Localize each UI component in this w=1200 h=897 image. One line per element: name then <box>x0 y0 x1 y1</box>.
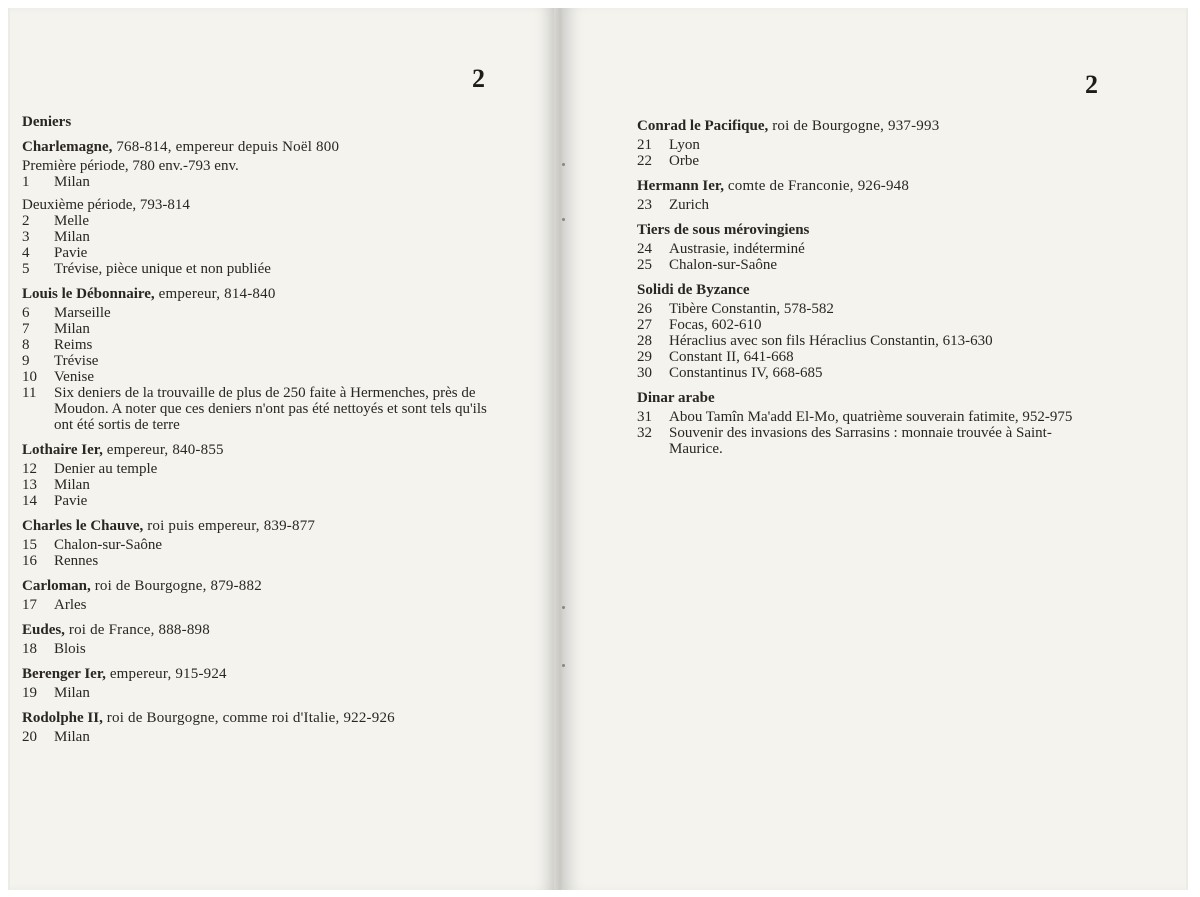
item-number: 20 <box>22 729 37 745</box>
ruler-details: roi de Bourgogne, 879-882 <box>90 578 262 594</box>
right-page-number: 2 <box>1085 70 1098 99</box>
item-number: 16 <box>22 553 37 569</box>
period-label: Deuxième période, 793-814 <box>22 197 190 213</box>
catalog-item <box>637 197 1103 213</box>
ruler-name: Rodolphe II, <box>22 710 103 726</box>
ruler-name: Dinar arabe <box>637 390 715 406</box>
item-description: Pavie <box>54 493 88 509</box>
item-number: 9 <box>22 353 30 369</box>
group-title <box>637 282 1103 298</box>
catalog-item <box>22 229 490 245</box>
ruler-details: empereur, 840-855 <box>102 442 224 458</box>
ruler-name: Louis le Débonnaire, <box>22 286 155 302</box>
catalog-group <box>637 282 1103 381</box>
item-number: 13 <box>22 477 37 493</box>
item-number: 8 <box>22 337 30 353</box>
group-title <box>22 518 490 534</box>
item-number: 18 <box>22 641 37 657</box>
group-title <box>22 286 490 302</box>
item-number: 15 <box>22 537 37 553</box>
group-title <box>22 139 490 155</box>
item-number: 30 <box>637 365 652 381</box>
catalog-item <box>637 349 1103 365</box>
item-description: Rennes <box>54 553 99 569</box>
group-title <box>637 178 1103 194</box>
catalog-group <box>22 666 490 701</box>
catalog-item <box>637 301 1103 317</box>
catalog-item <box>637 137 1103 153</box>
group-title <box>637 118 1103 134</box>
group-title <box>22 622 490 638</box>
item-number: 19 <box>22 685 37 701</box>
item-number: 7 <box>22 321 30 337</box>
item-description: Orbe <box>669 153 699 169</box>
catalog-item <box>22 461 490 477</box>
catalog-item <box>637 365 1103 381</box>
ruler-name: Charlemagne, <box>22 139 113 155</box>
ruler-name: Eudes, <box>22 622 65 638</box>
catalog-item <box>22 261 490 277</box>
section-heading: Deniers <box>22 114 72 130</box>
item-description: Venise <box>54 369 94 385</box>
item-description: Reims <box>54 337 93 353</box>
item-number: 31 <box>637 409 652 425</box>
item-number: 24 <box>637 241 652 257</box>
paper-speck <box>562 606 565 609</box>
item-description: Marseille <box>54 305 111 321</box>
group-title <box>637 390 1103 406</box>
catalog-group <box>637 222 1103 273</box>
item-description: Zurich <box>669 197 709 213</box>
item-description: Lyon <box>669 137 700 153</box>
item-number: 27 <box>637 317 652 333</box>
item-number: 6 <box>22 305 30 321</box>
item-description: Trévise <box>54 353 99 369</box>
item-description: Trévise, pièce unique et non publiée <box>54 261 271 277</box>
catalog-item <box>22 729 490 745</box>
catalog-item <box>22 493 490 509</box>
group-title <box>22 442 490 458</box>
ruler-details: roi de Bourgogne, comme roi d'Italie, 922-926 <box>102 710 395 726</box>
group-title <box>22 710 490 726</box>
catalog-item <box>22 245 490 261</box>
catalog-group <box>22 710 490 745</box>
item-description: Chalon-sur-Saône <box>669 257 778 273</box>
item-number: 22 <box>637 153 652 169</box>
item-number: 12 <box>22 461 37 477</box>
item-description: Milan <box>54 229 90 245</box>
item-number: 5 <box>22 261 30 277</box>
item-description: Pavie <box>54 245 88 261</box>
item-description: Héraclius avec son fils Héraclius Constantin, 613-630 <box>669 333 993 349</box>
ruler-details: empereur, 915-924 <box>105 666 227 682</box>
catalog-item <box>22 321 490 337</box>
ruler-name: Berenger Ier, <box>22 666 106 682</box>
catalog-group <box>22 518 490 569</box>
left-page-content <box>22 114 490 754</box>
ruler-name: Hermann Ier, <box>637 178 724 194</box>
catalog-item <box>22 353 490 369</box>
catalog-item <box>22 174 490 190</box>
catalog-item <box>22 477 490 493</box>
catalog-item <box>22 369 490 385</box>
catalog-item <box>22 641 490 657</box>
catalog-item <box>637 257 1103 273</box>
catalog-item <box>637 317 1103 333</box>
item-number: 29 <box>637 349 652 365</box>
ruler-details: roi de France, 888-898 <box>64 622 210 638</box>
paper-speck <box>562 218 565 221</box>
item-number: 2 <box>22 213 30 229</box>
ruler-name: Solidi de Byzance <box>637 282 750 298</box>
left-page-number: 2 <box>472 64 485 93</box>
group-title <box>22 666 490 682</box>
ruler-name: Tiers de sous mérovingiens <box>637 222 810 238</box>
paper-speck <box>562 163 565 166</box>
group-title <box>637 222 1103 238</box>
ruler-details: comte de Franconie, 926-948 <box>723 178 910 194</box>
ruler-name: Lothaire Ier, <box>22 442 103 458</box>
item-number: 28 <box>637 333 652 349</box>
item-description: Milan <box>54 685 90 701</box>
catalog-item <box>637 409 1103 425</box>
catalog-group <box>637 178 1103 213</box>
catalog-item <box>637 153 1103 169</box>
item-number: 32 <box>637 425 652 441</box>
item-number: 21 <box>637 137 652 153</box>
item-description: Six deniers de la trouvaille de plus de 250 faite à Hermenches, près de Moudon. A noter que ces deniers n'ont pas été nettoyés et sont tels qu'ils ont été sortis de terre <box>54 385 487 433</box>
item-description: Constant II, 641-668 <box>669 349 794 365</box>
catalog-item <box>637 241 1103 257</box>
catalog-item <box>22 385 490 433</box>
catalog-item <box>22 213 490 229</box>
item-number: 25 <box>637 257 652 273</box>
item-description: Arles <box>54 597 87 613</box>
item-description: Abou Tamîn Ma'add El-Mo, quatrième souverain fatimite, 952-975 <box>669 409 1073 425</box>
item-description: Blois <box>54 641 86 657</box>
catalog-item <box>22 537 490 553</box>
catalog-item <box>22 685 490 701</box>
item-description: Constantinus IV, 668-685 <box>669 365 823 381</box>
item-description: Focas, 602-610 <box>669 317 762 333</box>
item-description: Melle <box>54 213 89 229</box>
catalog-item <box>22 597 490 613</box>
item-number: 14 <box>22 493 37 509</box>
catalog-group <box>22 139 490 277</box>
item-number: 26 <box>637 301 652 317</box>
item-number: 10 <box>22 369 37 385</box>
catalog-group <box>637 118 1103 169</box>
ruler-details: roi de Bourgogne, 937-993 <box>768 118 940 134</box>
catalog-item <box>22 553 490 569</box>
ruler-details: 768-814, empereur depuis Noël 800 <box>112 139 340 155</box>
ruler-name: Carloman, <box>22 578 91 594</box>
item-number: 3 <box>22 229 30 245</box>
item-number: 4 <box>22 245 30 261</box>
period-label: Première période, 780 env.-793 env. <box>22 158 239 174</box>
ruler-details: roi puis empereur, 839-877 <box>143 518 316 534</box>
item-number: 11 <box>22 385 37 401</box>
item-number: 23 <box>637 197 652 213</box>
item-number: 17 <box>22 597 37 613</box>
paper-speck <box>562 664 565 667</box>
item-description: Souvenir des invasions des Sarrasins : monnaie trouvée à Saint-Maurice. <box>669 425 1052 457</box>
item-description: Milan <box>54 729 90 745</box>
ruler-details: empereur, 814-840 <box>154 286 276 302</box>
ruler-name: Charles le Chauve, <box>22 518 144 534</box>
ruler-name: Conrad le Pacifique, <box>637 118 769 134</box>
group-title <box>22 578 490 594</box>
item-description: Milan <box>54 174 90 190</box>
catalog-group <box>22 442 490 509</box>
item-number: 1 <box>22 174 30 190</box>
catalog-group <box>22 578 490 613</box>
item-description: Chalon-sur-Saône <box>54 537 163 553</box>
item-description: Milan <box>54 321 90 337</box>
catalog-item <box>22 305 490 321</box>
item-description: Tibère Constantin, 578-582 <box>669 301 834 317</box>
catalog-group <box>22 622 490 657</box>
catalog-group <box>637 390 1103 457</box>
catalog-item <box>637 425 1103 457</box>
item-description: Austrasie, indéterminé <box>669 241 805 257</box>
item-description: Denier au temple <box>54 461 158 477</box>
right-page-content <box>637 118 1103 466</box>
catalog-item <box>637 333 1103 349</box>
item-description: Milan <box>54 477 90 493</box>
catalog-item <box>22 337 490 353</box>
catalog-group <box>22 286 490 433</box>
